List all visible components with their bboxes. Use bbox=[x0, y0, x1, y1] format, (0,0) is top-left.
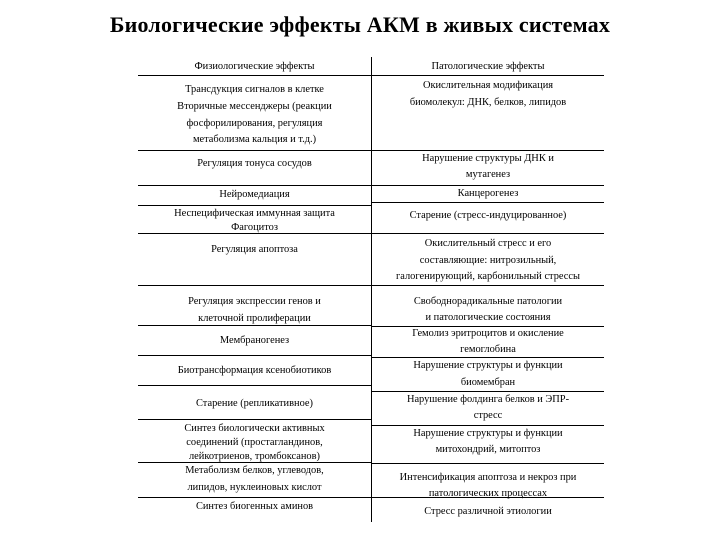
right-cell-line: Нарушение фолдинга белков и ЭПР- bbox=[406, 394, 570, 405]
right-cell-line: Интенсификация апоптоза и некроз при bbox=[399, 472, 577, 483]
right-cell-line: мутагенез bbox=[465, 169, 511, 180]
right-cell-line: биомембран bbox=[460, 377, 516, 388]
left-cell-line: соединений (простагландинов, bbox=[186, 437, 323, 448]
left-cell-line: Вторичные мессенджеры (реакции bbox=[177, 101, 332, 112]
right-cell-line: Нарушение структуры ДНК и bbox=[422, 153, 554, 164]
left-cell-line: Трансдукция сигналов в клетке bbox=[185, 84, 324, 95]
right-cell-line: стресс bbox=[473, 410, 503, 421]
left-cell-line: Биотрансформация ксенобиотиков bbox=[177, 365, 332, 376]
right-cell-line: Окислительный стресс и его bbox=[424, 238, 552, 249]
left-cell-line: липидов, нуклеиновых кислот bbox=[187, 482, 322, 493]
right-cell-line: Старение (стресс-индуцированное) bbox=[409, 210, 567, 221]
left-cell-line: Нейромедиация bbox=[219, 189, 290, 200]
left-cell-line: Мембраногенез bbox=[219, 335, 290, 346]
right-cell-line: Свободнорадикальные патологии bbox=[413, 296, 563, 307]
right-cell-line: гемоглобина bbox=[460, 344, 516, 355]
right-cell-line: галогенирующий, карбонильный стрессы bbox=[395, 271, 580, 282]
header-physiological: Физиологические эффекты bbox=[194, 61, 315, 72]
right-cell-line: Окислительная модификация bbox=[422, 80, 554, 91]
left-cell-line: Метаболизм белков, углеводов, bbox=[185, 465, 324, 476]
left-cell-line: Старение (репликативное) bbox=[196, 398, 313, 409]
right-cell-line: Нарушение структуры и функции bbox=[413, 428, 563, 439]
row-divider bbox=[138, 355, 371, 356]
row-divider bbox=[371, 463, 604, 464]
effects-table bbox=[138, 57, 604, 522]
left-cell-line: Синтез биологически активных bbox=[184, 423, 325, 434]
right-cell-line: патологических процессах bbox=[428, 488, 548, 499]
left-cell-line: Регуляция тонуса сосудов bbox=[197, 158, 312, 169]
left-cell-line: Фагоцитоз bbox=[231, 222, 278, 233]
left-cell-line: Неспецифическая иммунная защита bbox=[174, 208, 335, 219]
left-cell-line: клеточной пролиферации bbox=[198, 313, 311, 324]
right-cell-line: Стресс различной этиологии bbox=[424, 506, 552, 517]
right-cell-line: биомолекул: ДНК, белков, липидов bbox=[409, 97, 567, 108]
row-divider bbox=[138, 385, 371, 386]
slide-title: Биологические эффекты АКМ в живых системах bbox=[109, 12, 611, 37]
left-cell-line: фосфорилирования, регуляция bbox=[186, 118, 323, 129]
left-cell-line: Синтез биогенных аминов bbox=[195, 501, 314, 512]
left-cell-line: Регуляция экспрессии генов и bbox=[188, 296, 321, 307]
left-cell-line: Регуляция апоптоза bbox=[211, 244, 298, 255]
right-cell-line: Гемолиз эритроцитов и окисление bbox=[412, 328, 564, 339]
right-cell-line: Нарушение структуры и функции bbox=[413, 360, 563, 371]
right-cell-line: митохондрий, митоптоз bbox=[435, 444, 541, 455]
left-cell-line: метаболизма кальция и т.д.) bbox=[192, 134, 317, 145]
left-cell-line: лейкотриенов, тромбоксанов) bbox=[188, 451, 320, 462]
header-pathological: Патологические эффекты bbox=[431, 61, 545, 72]
right-cell-line: и патологические состояния bbox=[425, 312, 551, 323]
right-cell-line: Канцерогенез bbox=[457, 188, 519, 199]
right-cell-line: составляющие: нитрозильный, bbox=[419, 255, 557, 266]
